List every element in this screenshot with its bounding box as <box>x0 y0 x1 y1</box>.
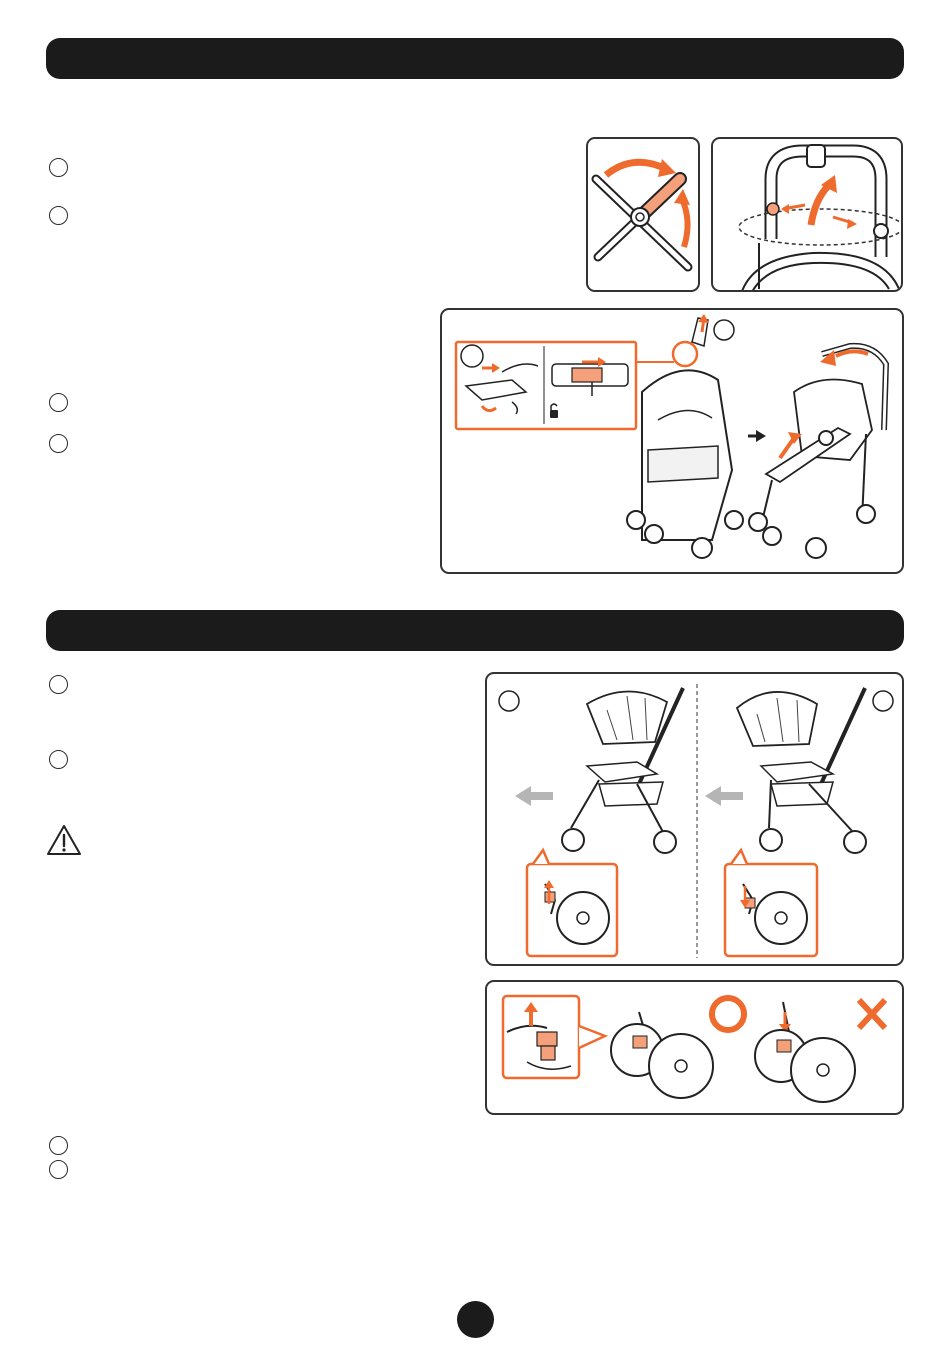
step-circle-7 <box>49 1136 68 1155</box>
step-circle-5 <box>49 675 68 694</box>
figure-x-joint <box>586 137 700 292</box>
step-circle-1 <box>49 158 68 177</box>
lock-icon <box>550 410 558 418</box>
figure-handle-bar <box>711 137 903 292</box>
figure-swivel-lock <box>485 672 904 966</box>
figure-handle-reverse <box>440 308 904 574</box>
figure-lever-check <box>485 980 904 1115</box>
section-header-bar-1 <box>46 38 904 79</box>
warning-icon <box>46 824 82 856</box>
ok-symbol-icon <box>712 998 744 1030</box>
step-circle-2 <box>49 206 68 225</box>
step-circle-4 <box>49 434 68 453</box>
step-circle-8 <box>49 1160 68 1179</box>
step-arrow-icon <box>756 430 766 442</box>
step-circle-3 <box>49 393 68 412</box>
page-number-dot <box>457 1301 494 1338</box>
section-header-bar-2 <box>46 610 904 651</box>
step-circle-6 <box>49 750 68 769</box>
